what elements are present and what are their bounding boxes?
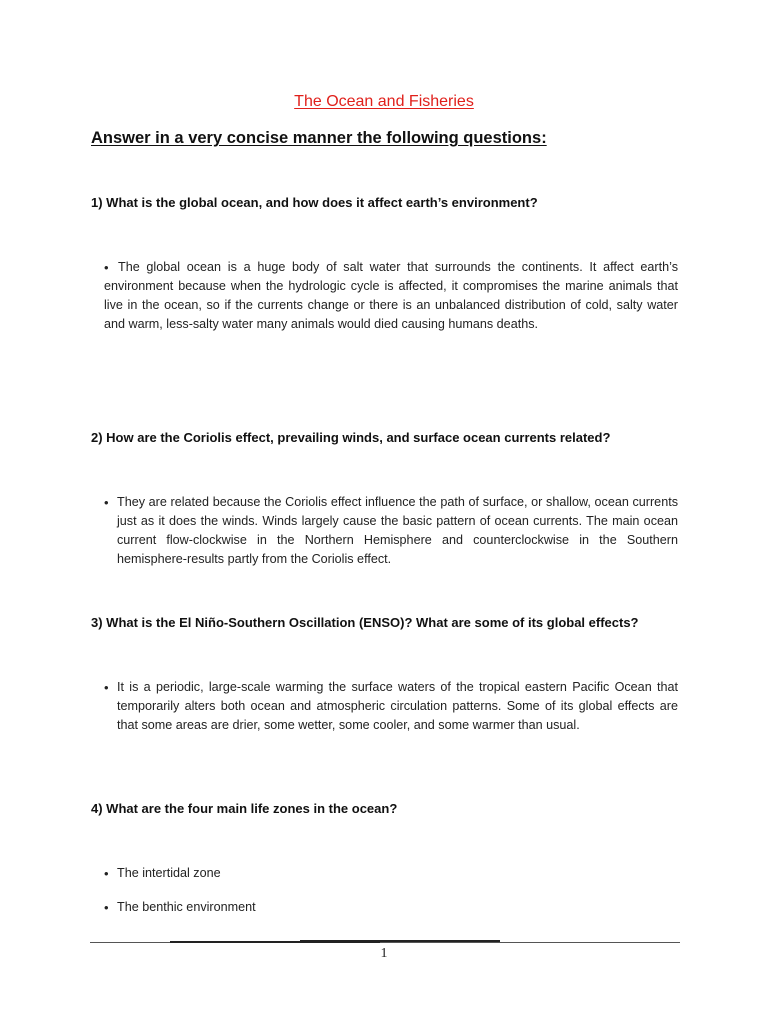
answer-text: They are related because the Coriolis effect influence the path of surface, or shallow, ocean currents just as it does the winds. Winds largely cause the basic pattern of ocean currents. The main ocean current flow-clockwise in the Northern Hemisphere and counterclockwise in the Southern hemisphere-results partly from the Coriolis effect. [117, 495, 678, 566]
bullet-icon: • [104, 900, 109, 915]
answer-2 [104, 493, 678, 569]
answer-text: The benthic environment [117, 900, 256, 914]
footer-divider-thick [300, 940, 500, 942]
answer-text: The global ocean is a huge body of salt water that surrounds the continents. It affect earth’s environment because when the hydrologic cycle is affected, it compromises the marine animals that live in the ocean, so if the currents change or there is an unbalanced distribution of cold, salty water and warm, less-salty water many animals would died causing humans deaths. [104, 260, 678, 331]
bullet-icon: • [104, 866, 109, 881]
answer-text: It is a periodic, large-scale warming the surface waters of the tropical eastern Pacific Ocean that temporarily alters both ocean and atmospheric circulation patterns. Some of its global effects are that some areas are drier, some wetter, some cooler, and some warmer than usual. [117, 680, 678, 732]
bullet-icon: • [104, 495, 109, 510]
question-3: 3) What is the El Niño-Southern Oscillation (ENSO)? What are some of its global effects? [91, 615, 639, 630]
instructions-heading: Answer in a very concise manner the following questions: [91, 129, 547, 147]
bullet-icon: • [104, 260, 109, 275]
answer-1 [104, 258, 678, 334]
answer-text: The intertidal zone [117, 866, 221, 880]
answer-4b [104, 898, 678, 917]
question-1: 1) What is the global ocean, and how does it affect earth’s environment? [91, 195, 538, 210]
question-2: 2) How are the Coriolis effect, prevailing winds, and surface ocean currents related? [91, 430, 611, 445]
answer-4a [104, 864, 678, 883]
answer-3 [104, 678, 678, 735]
question-4: 4) What are the four main life zones in the ocean? [91, 801, 398, 816]
document-title: The Ocean and Fisheries [294, 93, 474, 110]
bullet-icon: • [104, 680, 109, 695]
page-number: 1 [380, 946, 388, 961]
